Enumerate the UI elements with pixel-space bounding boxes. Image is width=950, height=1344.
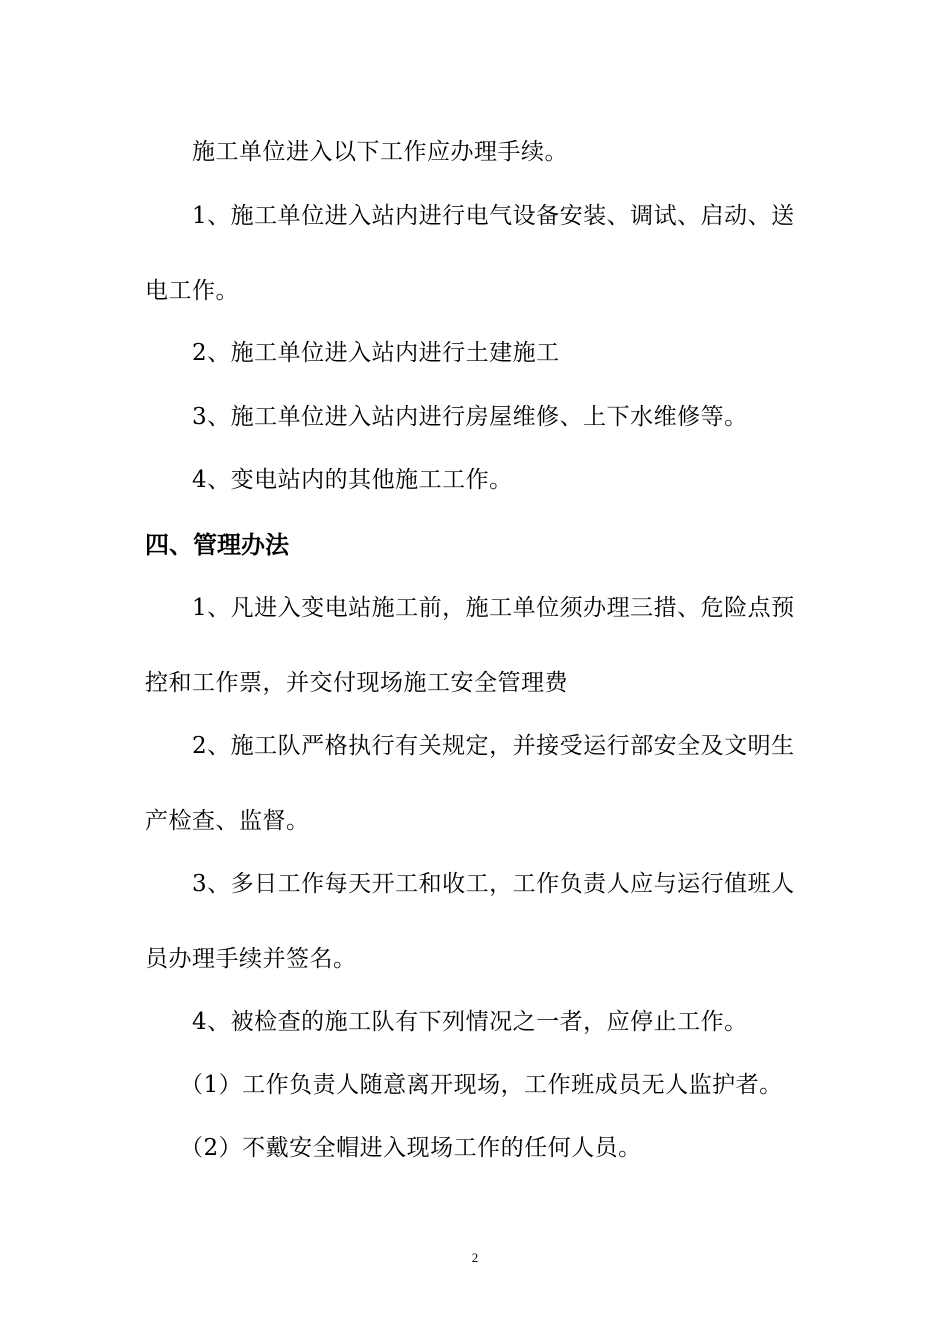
rule-3-line-1: 3、多日工作每天开工和收工，工作负责人应与运行值班人 xyxy=(192,871,795,897)
rule-4: 4、被检查的施工队有下列情况之一者，应停止工作。 xyxy=(192,1009,748,1035)
item-4: 4、变电站内的其他施工工作。 xyxy=(192,467,513,493)
item-2: 2、施工单位进入站内进行土建施工 xyxy=(192,340,560,366)
sub-item-2: （2）不戴安全帽进入现场工作的任何人员。 xyxy=(180,1135,642,1161)
item-3: 3、施工单位进入站内进行房屋维修、上下水维修等。 xyxy=(192,404,748,430)
rule-2-line-1: 2、施工队严格执行有关规定，并接受运行部安全及文明生 xyxy=(192,733,795,759)
rule-3-line-2: 员办理手续并签名。 xyxy=(145,946,357,972)
intro-paragraph: 施工单位进入以下工作应办理手续。 xyxy=(192,139,568,165)
rule-2-line-2: 产检查、监督。 xyxy=(145,808,310,834)
item-1-line-2: 电工作。 xyxy=(145,278,239,304)
sub-item-1: （1）工作负责人随意离开现场，工作班成员无人监护者。 xyxy=(180,1072,783,1098)
page-number: 2 xyxy=(471,1250,479,1265)
item-1-line-1: 1、施工单位进入站内进行电气设备安装、调试、启动、送 xyxy=(192,203,795,229)
section-heading: 四、管理办法 xyxy=(145,531,289,559)
rule-1-line-2: 控和工作票，并交付现场施工安全管理费 xyxy=(145,670,568,696)
rule-1-line-1: 1、凡进入变电站施工前，施工单位须办理三措、危险点预 xyxy=(192,595,795,621)
